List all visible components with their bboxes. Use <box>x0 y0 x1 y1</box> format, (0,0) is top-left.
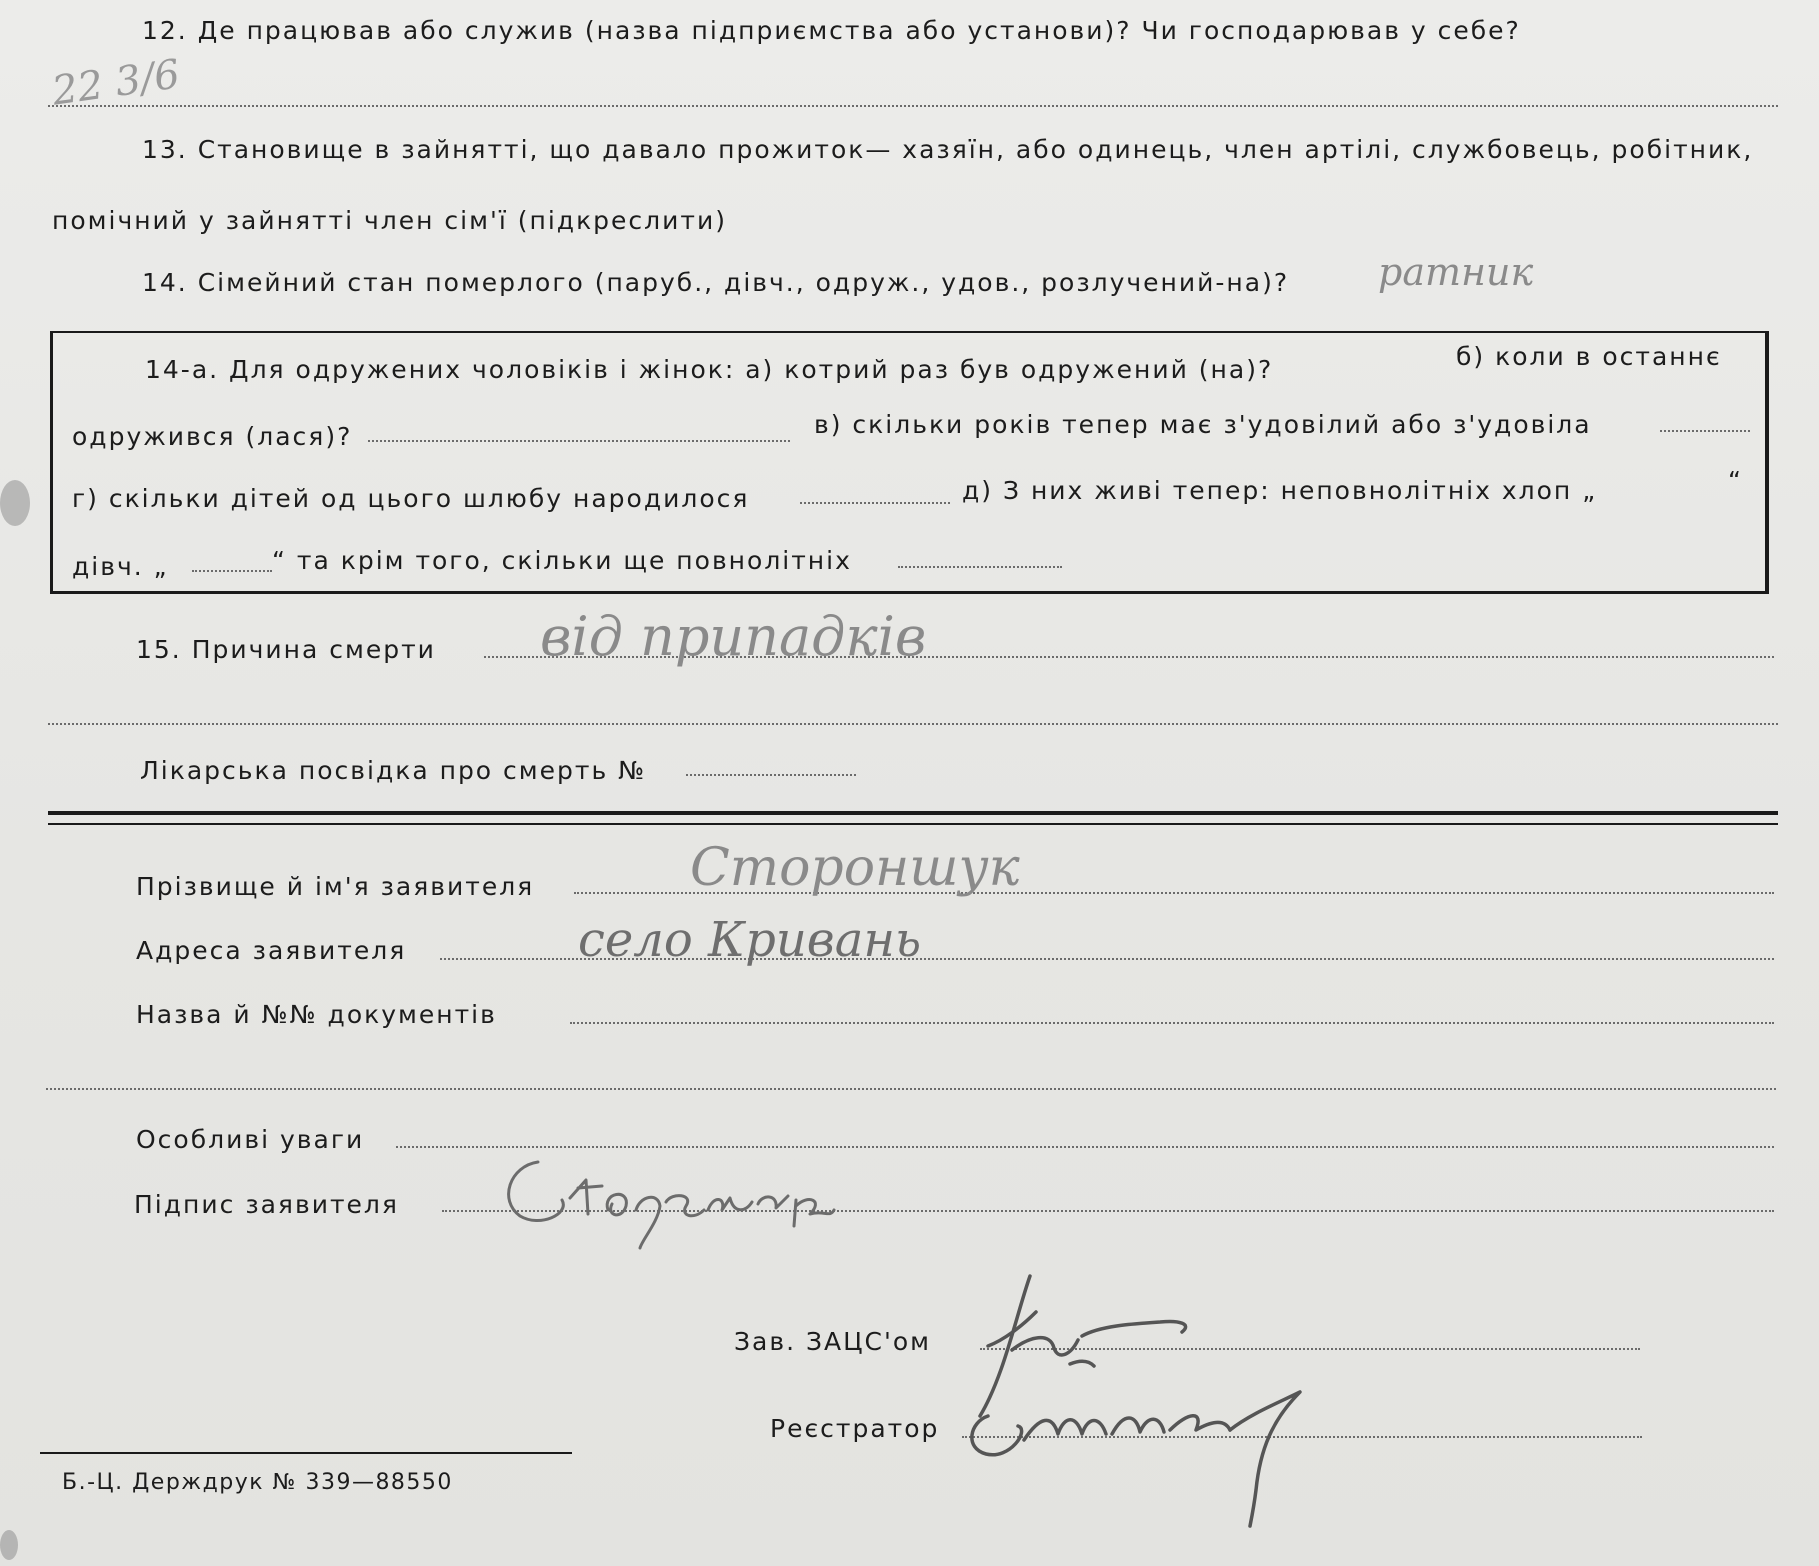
question-14a-line3-b: д) З них живі тепер: неповнолітніх хлоп „ <box>962 476 1598 505</box>
answer-line-15-continued <box>48 723 1778 725</box>
answer-line-14a-b <box>368 440 790 442</box>
registrar-label: Реєстратор <box>770 1414 940 1443</box>
answer-line-14a-girls <box>192 570 272 572</box>
documents-line-continued <box>46 1088 1776 1090</box>
edge-smudge <box>0 1530 18 1560</box>
question-13-occupation-line2: помічний у зайнятті член сім'ї (підкреслити) <box>52 206 727 235</box>
registrar-signature <box>960 1330 1360 1530</box>
medical-certificate-number-line <box>686 774 856 776</box>
handwritten-cause-of-death: від припадків <box>540 605 927 668</box>
question-14a-line1-a: 14-а. Для одружених чоловіків і жінок: а) котрий раз був одружений (на)? <box>145 355 1274 384</box>
special-notes-label: Особливі уваги <box>136 1125 365 1154</box>
question-14a-line2-a: одружився (лася)? <box>72 422 353 451</box>
answer-line-14a-adults <box>898 566 1062 568</box>
handwritten-applicant-address: село Кривань <box>578 912 922 968</box>
question-13-occupation-line1: 13. Становище в зайнятті, що давало прожиток— хазяїн, або одинець, член артілі, службовець, робітник, <box>142 135 1754 164</box>
question-15-cause-of-death: 15. Причина смерти <box>136 635 436 664</box>
handwritten-marital-status: ратник <box>1378 250 1534 294</box>
handwritten-applicant-name: Стороншук <box>690 838 1020 898</box>
answer-line-14a-g <box>800 502 950 504</box>
margin-pencil-note: 22 3/6 <box>49 51 183 115</box>
question-12-workplace: 12. Де працював або служив (назва підприємства або установи)? Чи господарював у себе? <box>142 16 1521 45</box>
edge-smudge <box>0 480 30 526</box>
medical-certificate-label: Лікарська посвідка про смерть № <box>140 756 647 785</box>
printer-imprint: Б.-Ц. Держдрук № 339—88550 <box>62 1470 453 1495</box>
section-divider-bottom <box>48 823 1778 825</box>
question-14a-line3-c: “ <box>1728 466 1743 495</box>
question-14a-line4-b: “ та крім того, скільки ще повнолітніх <box>272 546 852 575</box>
documents-line <box>570 1022 1774 1024</box>
question-14-marital-status: 14. Сімейний стан померлого (паруб., дівч., одруж., удов., розлучений-на)? <box>142 268 1290 297</box>
applicant-signature <box>490 1140 910 1250</box>
applicant-signature-label: Підпис заявителя <box>134 1190 399 1219</box>
head-zags-label: Зав. ЗАЦС'ом <box>734 1327 931 1356</box>
question-14a-line1-b: б) коли в останнє <box>1456 342 1722 371</box>
question-14a-line4-a: дівч. „ <box>72 552 169 581</box>
answer-line-14a-c <box>1660 430 1750 432</box>
question-14a-line2-b: в) скільки років тепер має з'удовілий або з'удовіла <box>814 410 1592 439</box>
question-14a-line3-a: г) скільки дітей од цього шлюбу народилося <box>72 484 750 513</box>
answer-line-12 <box>48 105 1778 107</box>
documents-label: Назва й №№ документів <box>136 1000 497 1029</box>
applicant-name-label: Прізвище й ім'я заявителя <box>136 872 535 901</box>
applicant-address-label: Адреса заявителя <box>136 936 407 965</box>
section-divider-top <box>48 811 1778 815</box>
imprint-rule <box>40 1452 572 1454</box>
